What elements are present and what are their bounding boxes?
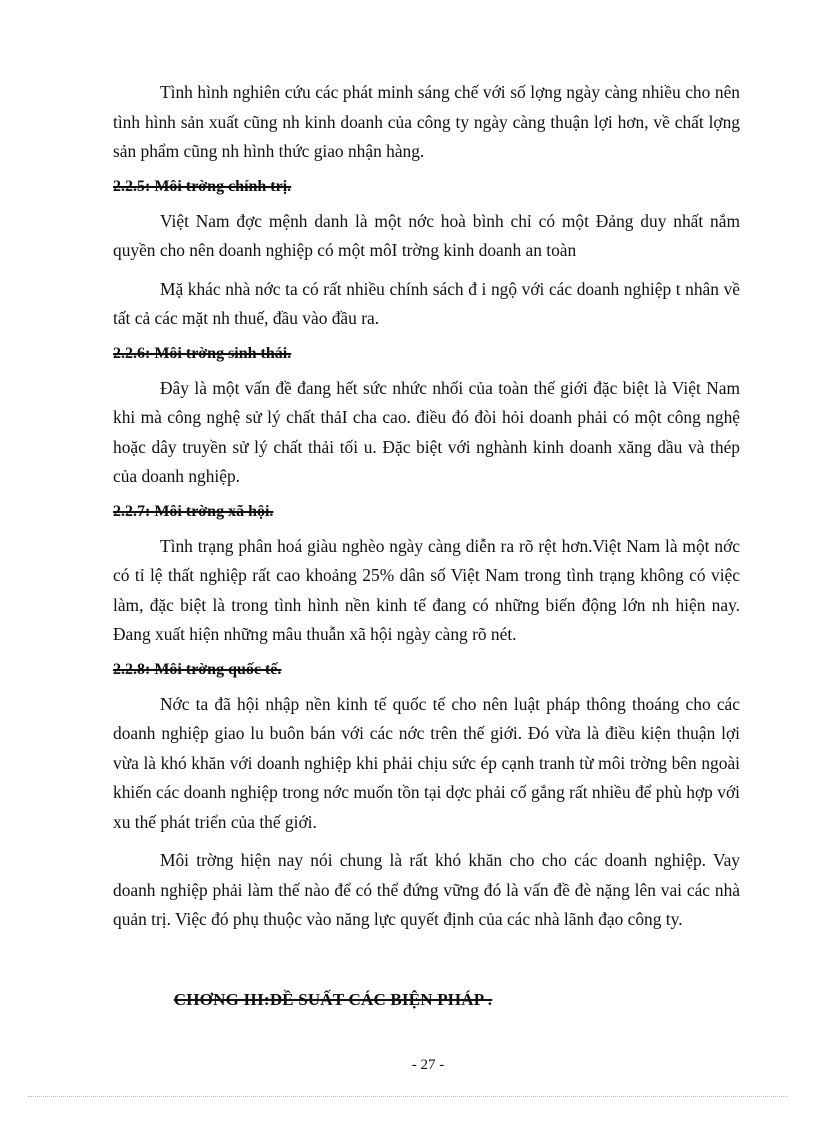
paragraph: Nớc ta đã hội nhập nền kinh tế quốc tế cho nên luật pháp thông thoáng cho các doanh nghiệp giao lu buôn bán với các nớc trên thế giới. Đó vừa là điều kiện thuận lợi vừa là khó khăn với doanh nghiệp khi phải chịu sức ép cạnh tranh từ môi trờng bên ngoài khiến các doanh nghiệp trong nớc muốn tồn tại dợc phải cố gắng rất nhiều để phù hợp với xu thế phát triển của thế giới.: [113, 693, 740, 832]
section-heading: 2.2.7: Môi trờng xã hội.: [113, 502, 274, 520]
paragraph: Tình hình nghiên cứu các phát minh sáng chế với số lợng ngày càng nhiều cho nên tình hình sản xuất cũng nh kinh doanh của công ty ngày càng thuận lợi hơn, về chất lợng sản phẩm cũng nh hình thức giao nhận hàng.: [113, 82, 740, 161]
section-heading: 2.2.6: Môi trờng sinh thái.: [113, 344, 292, 362]
section-political: [113, 176, 740, 334]
section-international: [113, 659, 740, 935]
section-heading: 2.2.5: Môi trờng chính trị.: [113, 177, 292, 195]
section-heading: 2.2.8: Môi trờng quốc tế.: [113, 660, 282, 678]
paragraph: Tình trạng phân hoá giàu nghèo ngày càng diễn ra rõ rệt hơn.Việt Nam là một nớc có tỉ lệ thất nghiệp rất cao khoảng 25% dân số Việt Nam trong tình trạng không có việc làm, đặc biệt là trong tình hình nền kinh tế đang có những biến động lớn nh hiện nay. Đang xuất hiện những mâu thuẫn xã hội ngày càng rõ nét.: [113, 535, 740, 644]
paragraph: Mặ khác nhà nớc ta có rất nhiều chính sách đ i ngộ với các doanh nghiệp t nhân về tất cả các mặt nh thuế, đầu vào đầu ra.: [113, 278, 740, 328]
page-content: [113, 78, 740, 944]
paragraph: Môi trờng hiện nay nói chung là rất khó khăn cho cho các doanh nghiệp. Vay doanh nghiệp phải làm thế nào để có thể đứng vững đó là vấn đề đè nặng lên vai các nhà quản trị. Việc đó phụ thuộc vào năng lực quyết định của các nhà lãnh đạo công ty.: [113, 850, 740, 929]
section-social: [113, 501, 740, 650]
page-number: - 27 -: [411, 1057, 445, 1073]
footer-divider: [28, 1096, 788, 1097]
chapter-title: CHƠNG III:ĐỀ SUẤT CÁC BIỆN PHÁP .: [173, 990, 493, 1009]
section-ecological: [113, 343, 740, 492]
paragraph: Đây là một vấn đề đang hết sức nhức nhối của toàn thế giới đặc biệt là Việt Nam khi mà công nghệ sử lý chất thảI cha cao. điều đó đòi hỏi doanh phải có một công nghệ hoặc dây truyền sử lý chất thải tối u. Đặc biệt với nghành kinh doanh xăng dầu và thép của doanh nghiệp.: [113, 377, 740, 486]
paragraph: Việt Nam đợc mệnh danh là một nớc hoà bình chỉ có một Đảng duy nhất nắm quyền cho nên doanh nghiệp có một môI trờng kinh doanh an toàn: [113, 210, 740, 260]
